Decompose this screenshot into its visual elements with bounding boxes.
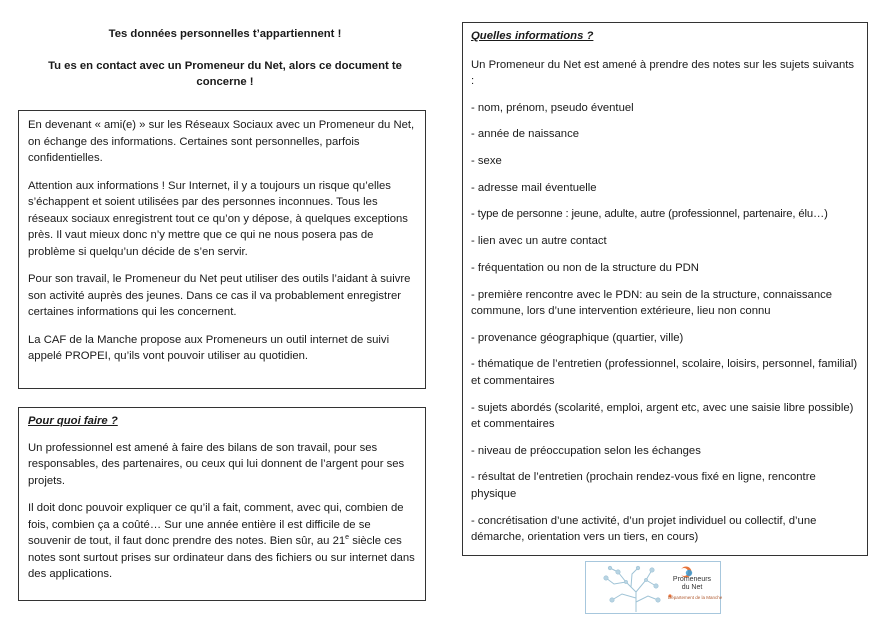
intro-paragraph: En devenant « ami(e) » sur les Réseaux Sociaux avec un Promeneur du Net, on échange des informations. Certaines sont personnelles, parfois confidentielles. xyxy=(28,119,415,164)
info-list-item: - sexe xyxy=(471,155,502,168)
info-list-item: - thématique de l’entretien (professionnel, scolaire, loisirs, personnel, familial) et commentaires xyxy=(471,358,858,387)
info-title: Quelles informations ? xyxy=(471,30,594,42)
intro-box xyxy=(18,110,426,389)
info-intro: Un Promeneur du Net est amené à prendre des notes sur les sujets suivants : xyxy=(471,58,855,87)
logo-wordmark xyxy=(666,576,718,592)
why-text-start: Il doit donc pouvoir expliquer ce qu’il a fait, comment, avec qui, combien de fois, combien ça a coûté… Sur une année entière il est difficile de se souvenir de tout, il faut donc prendre des notes. Bien sûr, au 21 xyxy=(28,502,404,547)
intro-paragraph: Attention aux informations ! Sur Internet, il y a toujours un risque qu’elles s’échappent et soient utilisées par des personnes inconnues. Tous les réseaux sociaux enregistrent tout ce qu’on y dépose, à quelques exceptions près. Il vaut mieux donc n’y mettre que ce qui ne nous posera pas de problème si quelqu’un décide de s’en servir. xyxy=(28,179,408,258)
why-paragraph: Un professionnel est amené à faire des bilans de son travail, pour ses responsables, des partenaires, ou ceux qui lui donnent de l’argent pour ses projets. xyxy=(28,441,405,487)
info-box xyxy=(462,22,868,556)
info-list-item: - provenance géographique (quartier, ville) xyxy=(471,331,684,344)
promeneurs-du-net-logo xyxy=(585,561,721,614)
info-list-item: - année de naissance xyxy=(471,128,580,141)
info-list-item: - concrétisation d’une activité, d’un projet individuel ou collectif, d’une démarche, orientation vers un tiers, en cours) xyxy=(471,514,817,544)
info-list-item: - nom, prénom, pseudo éventuel xyxy=(471,101,634,114)
intro-paragraph: Pour son travail, le Promeneur du Net peut utiliser des outils l’aidant à suivre son activité auprès des jeunes. Dans ce cas il va probablement enregistrer certaines informations qui les concernent. xyxy=(28,273,411,318)
century-superscript: e xyxy=(345,534,350,542)
info-list-item: - résultat de l’entretien (prochain rendez-vous fixé en ligne, rencontre physique xyxy=(471,471,816,500)
why-text-end: siècle ces notes sont surtout prises sur ordinateur dans des fichiers ou sur internet dans des applications. xyxy=(28,535,415,580)
logo-department: Département de la Manche xyxy=(668,595,723,600)
document-heading xyxy=(30,26,420,106)
info-list-item: - type de personne : jeune, adulte, autre (professionnel, partenaire, élu…) xyxy=(471,208,828,221)
info-list-item: - première rencontre avec le PDN: au sein de la structure, connaissance commune, lors d’une intervention extérieure, lieu non connu xyxy=(471,288,833,317)
why-box xyxy=(18,407,426,601)
info-list-item: - sujets abordés (scolarité, emploi, argent etc, avec une saisie libre possible) et commentaires xyxy=(471,401,854,431)
info-list-item: - niveau de préoccupation selon les échanges xyxy=(471,444,701,457)
intro-paragraph: La CAF de la Manche propose aux Promeneurs un outil internet de suivi appelé PROPEI, qu’ils vont pouvoir utiliser au quotidien. xyxy=(28,333,390,362)
info-list-item: - fréquentation ou non de la structure du PDN xyxy=(471,261,699,274)
logo-line2: du Net xyxy=(681,584,703,591)
info-list-item: - adresse mail éventuelle xyxy=(471,181,597,194)
heading-subtitle: Tu es en contact avec un Promeneur du Net, alors ce document te concerne ! xyxy=(48,59,402,88)
info-list-item: - lien avec un autre contact xyxy=(471,235,607,248)
logo-line1: Promeneurs xyxy=(672,576,712,583)
why-paragraph xyxy=(28,500,416,583)
heading-title: Tes données personnelles t’appartiennent ! xyxy=(108,28,342,40)
why-title: Pour quoi faire ? xyxy=(28,415,118,427)
